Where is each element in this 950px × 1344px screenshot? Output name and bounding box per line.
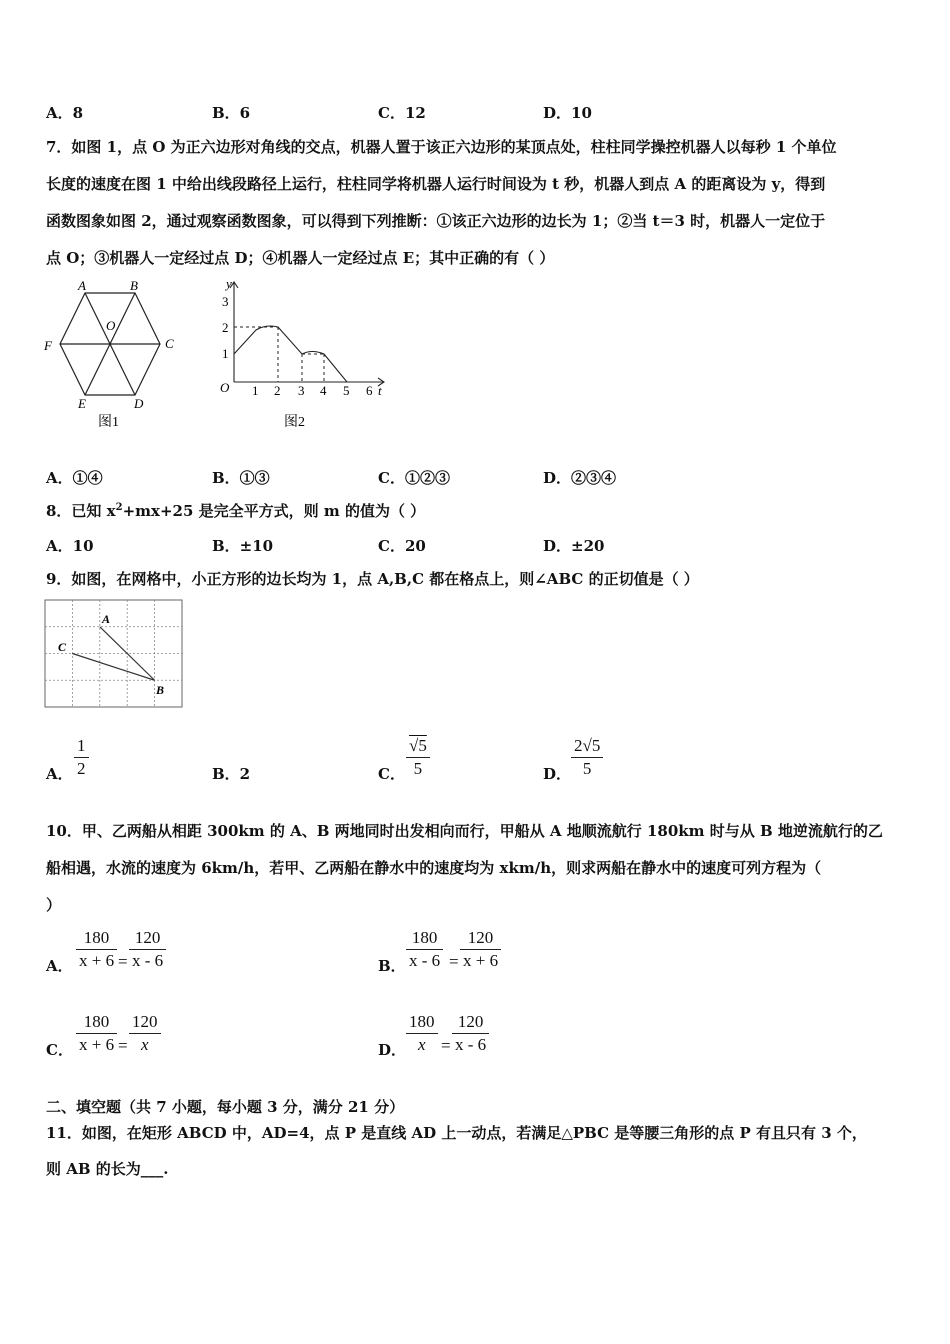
denominator: x - 6 [409,951,441,970]
denominator: x + 6 [463,951,499,970]
denominator: x + 6 [79,951,115,970]
q7-option-b: B．①③ [212,469,270,487]
q7-line-1: 7．如图 1，点 O 为正六边形对角线的交点，机器人置于该正六边形的某顶点处，柱柱同学操控机器人以每秒 1 个单位 [46,138,837,156]
graph-ytick-2: 2 [222,320,229,335]
grid-label-a: A [102,612,111,626]
graph-y-label: y [226,276,232,291]
q9-d-numerator: 2√5 [574,736,601,755]
q9-option-d-letter: D． [543,765,572,783]
denominator: x - 6 [132,951,164,970]
q10-option-c-letter: C． [46,1041,73,1059]
q9-option-c-letter: C． [378,765,405,783]
q9-option-a-fraction [74,735,89,780]
q10-line-2: 船相遇，水流的速度为 6km/h，若甲、乙两船在静水中的速度均为 xkm/h，则求两船在静水中的速度可列方程为（ [46,859,822,877]
q6-option-b: B．6 [212,104,251,122]
denominator: x + 6 [79,1035,115,1054]
q9-option-c-fraction [406,735,430,780]
grid-label-c: C [58,640,67,654]
numerator: 120 [457,1012,484,1031]
q8-option-b: B．±10 [212,537,274,555]
equals-sign: = [118,1036,128,1055]
q10-option-a-letter: A． [46,957,73,975]
q11-line-1: 11．如图，在矩形 ABCD 中，AD=4，点 P 是直线 AD 上一动点，若满足△PBC 是等腰三角形的点 P 有且只有 3 个， [46,1124,867,1142]
q10-option-d-letter: D． [378,1041,407,1059]
graph-ytick-1: 1 [222,346,229,361]
q9-option-d-fraction [571,735,603,780]
figure-1-caption: 图1 [98,415,119,430]
equals-sign: = [449,952,459,971]
graph-ytick-3: 3 [222,294,229,309]
q10-d-fraction-right [452,1011,489,1056]
q8-post: +mx+25 是完全平方式，则 m 的值为（ ） [122,502,426,520]
q9-option-b: B．2 [212,765,251,783]
numerator: 180 [83,928,110,947]
q9-a-numerator: 1 [77,736,86,755]
q8-option-a: A．10 [46,537,94,555]
q8-sup: 2 [115,502,123,513]
q6-option-c: C．12 [378,104,426,122]
grid-label-b: B [156,683,165,697]
numerator: 180 [411,928,438,947]
hex-label-a: A [78,278,86,293]
figure-2-caption: 图2 [284,415,305,430]
q8-option-c: C．20 [378,537,426,555]
hex-label-o: O [106,318,116,333]
q9-d-denominator: 5 [582,759,592,778]
q10-line-1: 10．甲、乙两船从相距 300km 的 A、B 两地同时出发相向而行，甲船从 A 地顺流航行 180km 时与从 B 地逆流航行的乙 [46,822,883,840]
q7-figure-2-graph [212,276,392,436]
q9-c-numerator: √5 [409,736,427,755]
hex-label-c: C [165,336,174,351]
graph-xtick-1: 1 [252,383,259,398]
q7-line-4: 点 O；③机器人一定经过点 D；④机器人一定经过点 E；其中正确的有（ ） [46,249,555,267]
q6-option-a: A．8 [46,104,84,122]
numerator: 120 [132,1012,158,1031]
hex-label-e: E [78,396,86,411]
q8-option-d: D．±20 [543,537,605,555]
q8-pre: 8．已知 x [46,502,116,520]
q10-c-fraction-left [76,1011,117,1056]
numerator: 120 [134,928,161,947]
q10-d-fraction-left [406,1011,438,1056]
q8-question [46,500,425,521]
q11-line-2: 则 AB 的长为___. [46,1160,169,1178]
graph-xtick-4: 4 [320,383,327,398]
q9-a-denominator: 2 [77,759,86,778]
q10-a-fraction-right [129,927,166,972]
q10-a-fraction-left [76,927,117,972]
denominator: x [140,1035,149,1054]
denominator: x [417,1035,426,1054]
q10-option-b-letter: B． [378,957,406,975]
q7-line-3: 函数图象如图 2，通过观察函数图象，可以得到下列推断：①该正六边形的边长为 1；②当 t＝3 时，机器人一定位于 [46,212,826,230]
graph-x-label: t [378,383,382,398]
hex-label-d: D [134,396,144,411]
q9-c-denominator: 5 [413,759,423,778]
q7-option-a: A．①④ [46,469,103,487]
q10-b-fraction-left [406,927,443,972]
numerator: 180 [409,1012,435,1031]
graph-xtick-5: 5 [343,383,350,398]
q9-option-a-letter: A． [46,765,73,783]
q7-line-2: 长度的速度在图 1 中给出线段路径上运行，柱柱同学将机器人运行时间设为 t 秒，机器人到点 A 的距离设为 y，得到 [46,175,826,193]
section-2-title: 二、填空题（共 7 小题，每小题 3 分，满分 21 分） [46,1098,405,1116]
q7-option-c: C．①②③ [378,469,450,487]
equals-sign: = [118,952,128,971]
q10-c-fraction-right [129,1011,161,1056]
q7-option-d: D．②③④ [543,469,617,487]
q9-grid-figure [44,599,186,711]
q9-question: 9．如图，在网格中，小正方形的边长均为 1，点 A,B,C 都在格点上，则∠ABC 的正切值是（ ） [46,570,699,588]
graph-xtick-3: 3 [298,383,305,398]
q6-option-d: D．10 [543,104,592,122]
q10-line-3: ） [46,896,62,914]
graph-xtick-2: 2 [274,383,281,398]
graph-xtick-6: 6 [366,383,373,398]
equals-sign: = [441,1036,451,1055]
graph-origin: O [220,380,230,395]
numerator: 120 [467,928,494,947]
denominator: x - 6 [455,1035,487,1054]
q10-b-fraction-right [460,927,501,972]
q7-figure-1-hexagon [40,278,185,433]
hex-label-b: B [130,278,138,293]
numerator: 180 [83,1012,110,1031]
hex-label-f: F [44,338,52,353]
